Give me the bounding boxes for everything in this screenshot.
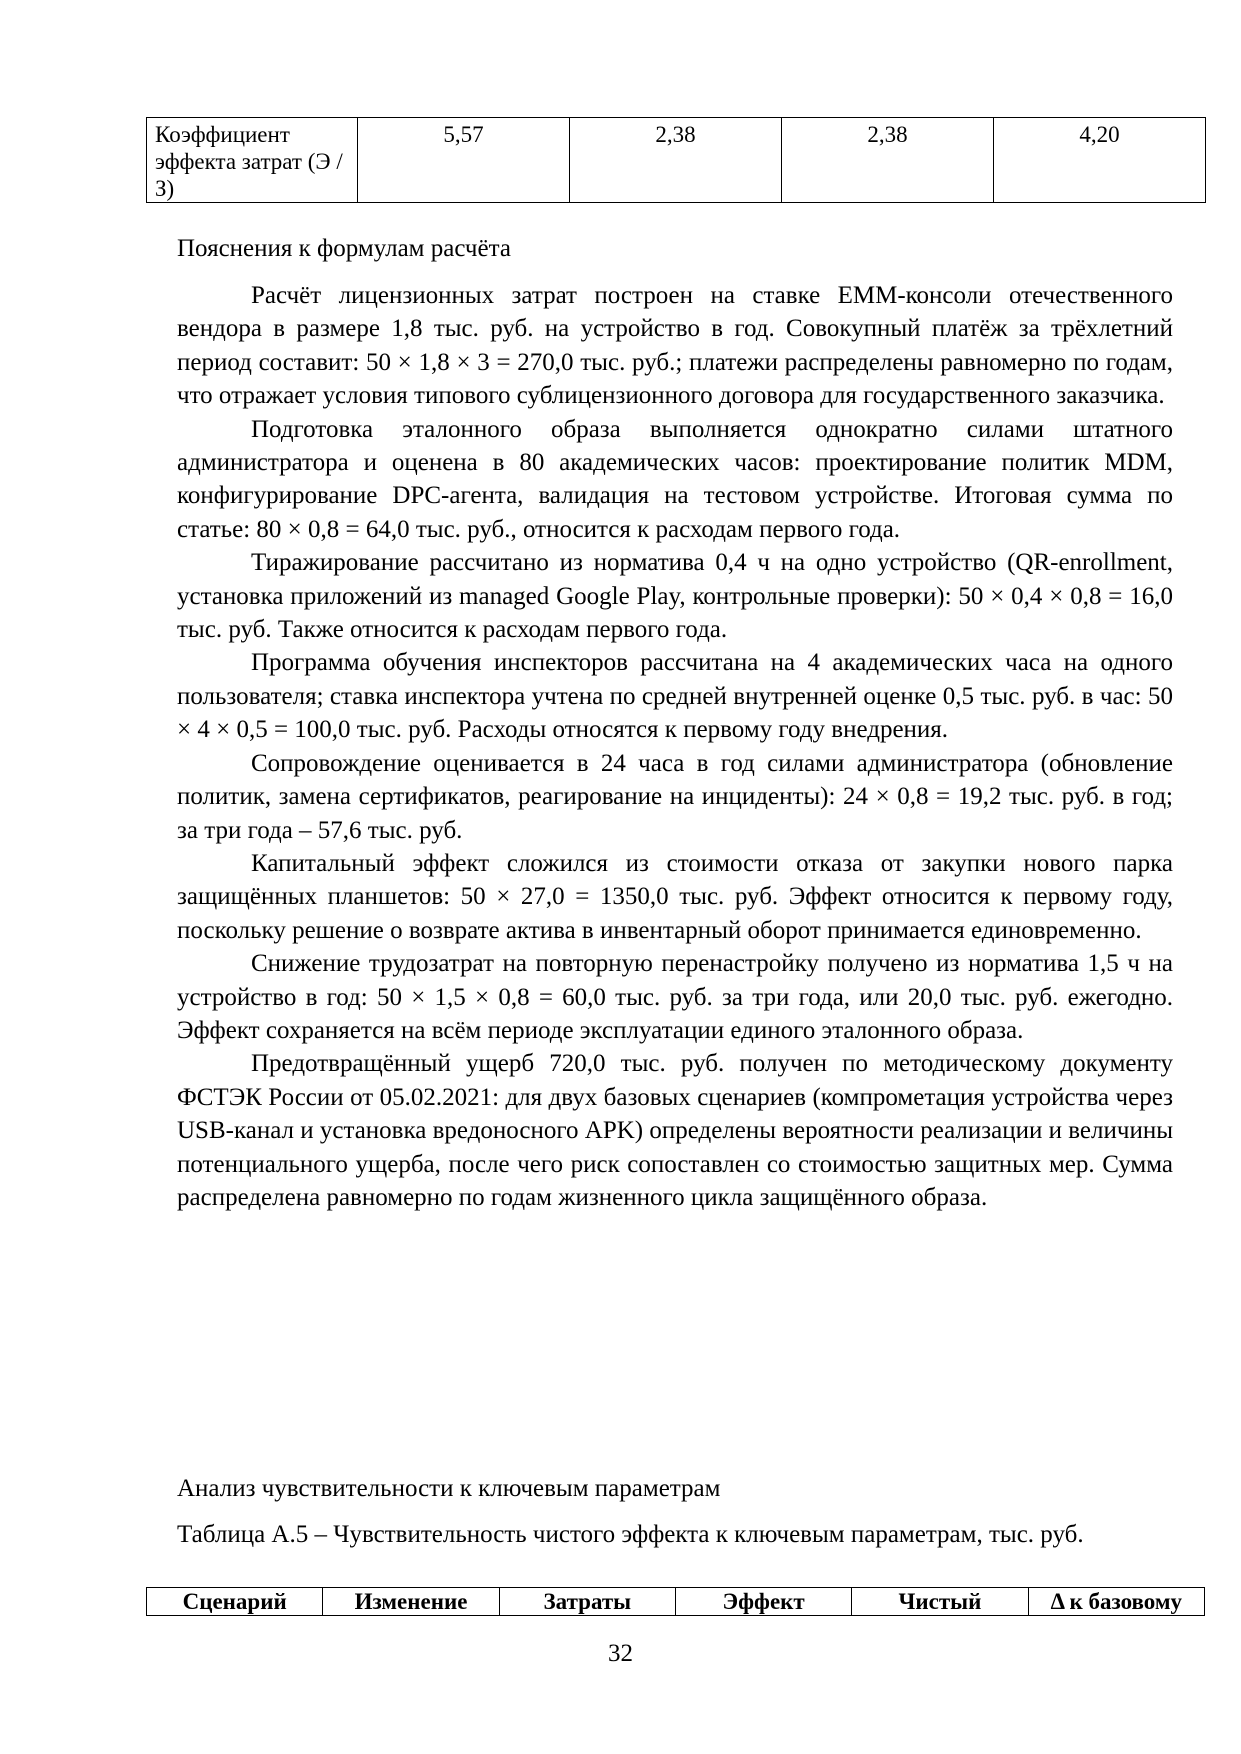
table-cell: 4,20: [994, 118, 1206, 203]
row-label: Коэффициент эффекта затрат (Э / З): [147, 118, 358, 203]
paragraph: Снижение трудозатрат на повторную перенастройку получено из норматива 1,5 ч на устройство в год: 50 × 1,5 × 0,8 = 60,0 тыс. руб. за три года, или 20,0 тыс. руб. ежегодно. Эффект сохраняется на всём периоде эксплуатации единого эталонного образа.: [177, 950, 1173, 1044]
table-caption: [177, 1518, 1173, 1551]
section-heading: Анализ чувствительности к ключевым параметрам: [177, 1475, 721, 1502]
paragraph: Расчёт лицензионных затрат построен на ставке EMM-консоли отечественного вендора в размере 1,8 тыс. руб. на устройство в год. Совокупный платёж за трёхлетний период составит: 50 × 1,8 × 3 = 270,0 тыс. руб.; платежи распределены равномерно по годам, что отражает условия типового сублицензионного договора для государственного заказчика.: [177, 282, 1173, 410]
paragraph: Подготовка эталонного образа выполняется однократно силами штатного администратора и оценена в 80 академических часов: проектирование политик MDM, конфигурирование DPC-агента, валидация на тестовом устройстве. Итоговая сумма по статье: 80 × 0,8 = 64,0 тыс. руб., относится к расходам первого года.: [177, 415, 1173, 543]
explanations-section: [177, 232, 1173, 265]
paragraph: Тиражирование рассчитано из норматива 0,4 ч на одно устройство (QR-enrollment, установка приложений из managed Google Play, контрольные проверки): 50 × 0,4 × 0,8 = 16,0 тыс. руб. Также относится к расходам первого года.: [177, 549, 1173, 644]
column-header: Изменение: [323, 1588, 499, 1616]
sensitivity-section: [177, 1472, 1173, 1505]
cost-effect-table: [146, 117, 1206, 203]
table-row: [147, 118, 1206, 203]
column-header: Эффект: [675, 1588, 851, 1616]
caption-text: Таблица А.5 – Чувствительность чистого эффекта к ключевым параметрам, тыс. руб.: [177, 1521, 1084, 1548]
table-cell: 2,38: [570, 118, 782, 203]
column-header: Чистый: [852, 1588, 1028, 1616]
table-cell: 5,57: [358, 118, 570, 203]
section-heading: Пояснения к формулам расчёта: [177, 235, 511, 262]
page-number: 32: [608, 1640, 633, 1667]
paragraph: Капитальный эффект сложился из стоимости отказа от закупки нового парка защищённых планшетов: 50 × 27,0 = 1350,0 тыс. руб. Эффект относится к первому году, поскольку решение о возврате актива в инвентарный оборот принимается единовременно.: [177, 849, 1173, 944]
explanations-body: [177, 279, 1173, 1214]
sensitivity-table: [146, 1587, 1205, 1616]
table-header-row: [147, 1588, 1205, 1616]
paragraph: Программа обучения инспекторов рассчитана на 4 академических часа на одного пользователя; ставка инспектора учтена по средней внутренней оценке 0,5 тыс. руб. в час: 50 × 4 × 0,5 = 100,0 тыс. руб. Расходы относятся к первому году внедрения.: [177, 649, 1173, 744]
column-header: Δ к базовому: [1028, 1588, 1204, 1616]
table-cell: 2,38: [782, 118, 994, 203]
column-header: Затраты: [499, 1588, 675, 1616]
column-header: Сценарий: [147, 1588, 323, 1616]
paragraph: Предотвращённый ущерб 720,0 тыс. руб. получен по методическому документу ФСТЭК России от 05.02.2021: для двух базовых сценариев (компрометация устройства через USB-канал и установка вредоносного APK) определены вероятности реализации и величины потенциального ущерба, после чего риск сопоставлен со стоимостью защитных мер. Сумма распределена равномерно по годам жизненного цикла защищённого образа.: [177, 1050, 1173, 1211]
paragraph: Сопровождение оценивается в 24 часа в год силами администратора (обновление политик, замена сертификатов, реагирование на инциденты): 24 × 0,8 = 19,2 тыс. руб. в год; за три года – 57,6 тыс. руб.: [177, 749, 1173, 844]
